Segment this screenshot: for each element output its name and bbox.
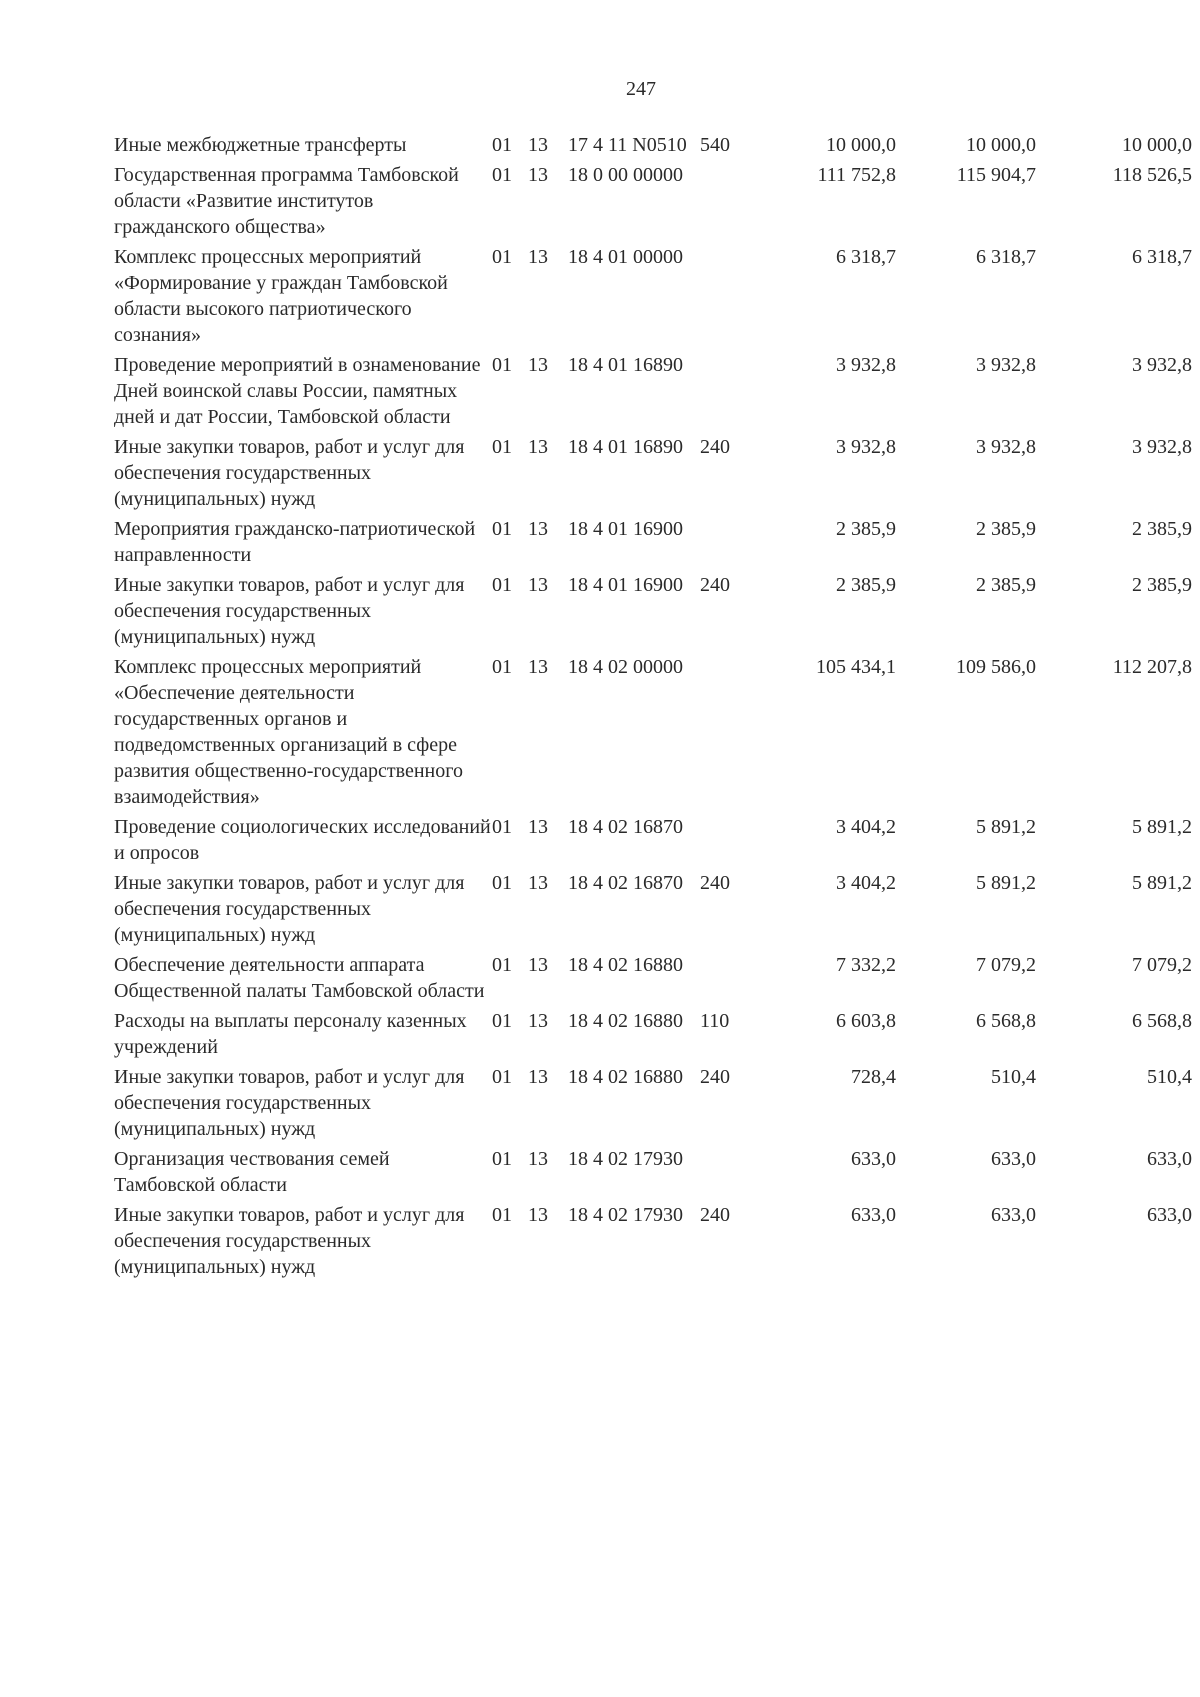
subsection-code-cell: 13 (528, 954, 548, 976)
section-code-cell: 01 (492, 954, 512, 976)
amount-year3-cell: 6 318,7 (1132, 246, 1192, 268)
target-article-cell: 18 4 02 00000 (568, 656, 683, 678)
expense-type-cell (700, 952, 750, 1008)
amount-year2-cell: 6 318,7 (976, 246, 1036, 268)
amount-year3-cell: 118 526,5 (1112, 164, 1192, 186)
amount-year1-cell: 6 318,7 (836, 246, 896, 268)
subsection-code-cell: 13 (528, 872, 548, 894)
amount-year2-cell: 7 079,2 (976, 954, 1036, 976)
table-row (114, 870, 1192, 952)
expense-name-cell: Проведение мероприятий в ознаменование Дней воинской славы России, памятных дней и дат России, Тамбовской области (114, 354, 481, 428)
expense-name-cell: Иные межбюджетные трансферты (114, 134, 407, 156)
table-row (114, 572, 1192, 654)
amount-year3-cell: 10 000,0 (1122, 134, 1192, 156)
amount-year1-cell: 111 752,8 (817, 164, 896, 186)
amount-year1-cell: 3 932,8 (836, 354, 896, 376)
expense-type-cell: 540 (700, 134, 730, 156)
expense-name-cell: Расходы на выплаты персоналу казенных учреждений (114, 1010, 467, 1058)
amount-year3-cell: 112 207,8 (1112, 656, 1192, 678)
amount-year3-cell: 2 385,9 (1132, 574, 1192, 596)
expense-type-cell: 240 (700, 1066, 730, 1088)
subsection-code-cell: 13 (528, 436, 548, 458)
amount-year1-cell: 633,0 (851, 1204, 896, 1226)
amount-year1-cell: 2 385,9 (836, 518, 896, 540)
amount-year1-cell: 6 603,8 (836, 1010, 896, 1032)
amount-year3-cell: 633,0 (1147, 1148, 1192, 1170)
expense-type-cell (700, 516, 750, 572)
expense-type-cell: 240 (700, 1204, 730, 1226)
amount-year2-cell: 115 904,7 (956, 164, 1036, 186)
amount-year3-cell: 3 932,8 (1132, 354, 1192, 376)
table-row (114, 434, 1192, 516)
amount-year2-cell: 6 568,8 (976, 1010, 1036, 1032)
amount-year3-cell: 5 891,2 (1132, 816, 1192, 838)
table-row (114, 1008, 1192, 1064)
amount-year2-cell: 5 891,2 (976, 872, 1036, 894)
expense-name-cell: Комплекс процессных мероприятий «Формирование у граждан Тамбовской области высокого патриотического сознания» (114, 246, 448, 346)
amount-year3-cell: 3 932,8 (1132, 436, 1192, 458)
table-row (114, 1146, 1192, 1202)
subsection-code-cell: 13 (528, 134, 548, 156)
target-article-cell: 18 4 01 16890 (568, 354, 683, 376)
amount-year2-cell: 633,0 (991, 1204, 1036, 1226)
section-code-cell: 01 (492, 354, 512, 376)
section-code-cell: 01 (492, 246, 512, 268)
target-article-cell: 18 0 00 00000 (568, 164, 683, 186)
expense-name-cell: Иные закупки товаров, работ и услуг для обеспечения государственных (муниципальных) нужд (114, 436, 465, 510)
expense-name-cell: Организация чествования семей Тамбовской области (114, 1148, 390, 1196)
section-code-cell: 01 (492, 1066, 512, 1088)
expense-name-cell: Мероприятия гражданско-патриотической направленности (114, 518, 476, 566)
amount-year2-cell: 3 932,8 (976, 354, 1036, 376)
table-row (114, 814, 1192, 870)
expense-name-cell: Комплекс процессных мероприятий «Обеспечение деятельности государственных органов и подведомственных организаций в сфере развития общественно-государственного взаимодействия» (114, 656, 463, 808)
budget-table (114, 132, 1192, 1284)
amount-year2-cell: 10 000,0 (966, 134, 1036, 156)
expense-name-cell: Иные закупки товаров, работ и услуг для обеспечения государственных (муниципальных) нужд (114, 872, 465, 946)
subsection-code-cell: 13 (528, 354, 548, 376)
expense-type-cell (700, 244, 750, 352)
expense-type-cell (700, 352, 750, 434)
amount-year1-cell: 105 434,1 (816, 656, 896, 678)
section-code-cell: 01 (492, 1148, 512, 1170)
subsection-code-cell: 13 (528, 1010, 548, 1032)
expense-name-cell: Обеспечение деятельности аппарата Общественной палаты Тамбовской области (114, 954, 485, 1002)
amount-year1-cell: 10 000,0 (826, 134, 896, 156)
subsection-code-cell: 13 (528, 816, 548, 838)
expense-name-cell: Иные закупки товаров, работ и услуг для обеспечения государственных (муниципальных) нужд (114, 1204, 465, 1278)
amount-year2-cell: 3 932,8 (976, 436, 1036, 458)
amount-year1-cell: 3 404,2 (836, 816, 896, 838)
table-body (114, 132, 1192, 1284)
section-code-cell: 01 (492, 436, 512, 458)
target-article-cell: 18 4 02 16870 (568, 816, 683, 838)
expense-name-cell: Государственная программа Тамбовской области «Развитие институтов гражданского общества» (114, 164, 459, 238)
expense-type-cell: 240 (700, 436, 730, 458)
section-code-cell: 01 (492, 1204, 512, 1226)
table-row (114, 654, 1192, 814)
amount-year1-cell: 728,4 (851, 1066, 896, 1088)
expense-type-cell (700, 1146, 750, 1202)
amount-year2-cell: 2 385,9 (976, 574, 1036, 596)
target-article-cell: 18 4 02 16880 (568, 1066, 683, 1088)
amount-year2-cell: 510,4 (991, 1066, 1036, 1088)
target-article-cell: 18 4 02 16870 (568, 872, 683, 894)
amount-year2-cell: 5 891,2 (976, 816, 1036, 838)
amount-year1-cell: 2 385,9 (836, 574, 896, 596)
expense-type-cell (700, 162, 750, 244)
target-article-cell: 18 4 02 17930 (568, 1204, 683, 1226)
section-code-cell: 01 (492, 518, 512, 540)
subsection-code-cell: 13 (528, 518, 548, 540)
amount-year3-cell: 633,0 (1147, 1204, 1192, 1226)
subsection-code-cell: 13 (528, 1066, 548, 1088)
target-article-cell: 18 4 02 16880 (568, 954, 683, 976)
section-code-cell: 01 (492, 656, 512, 678)
amount-year3-cell: 6 568,8 (1132, 1010, 1192, 1032)
section-code-cell: 01 (492, 872, 512, 894)
section-code-cell: 01 (492, 574, 512, 596)
subsection-code-cell: 13 (528, 164, 548, 186)
table-row (114, 162, 1192, 244)
amount-year1-cell: 7 332,2 (836, 954, 896, 976)
page-number: 247 (626, 78, 656, 100)
amount-year1-cell: 3 404,2 (836, 872, 896, 894)
table-row (114, 516, 1192, 572)
subsection-code-cell: 13 (528, 246, 548, 268)
target-article-cell: 18 4 01 00000 (568, 246, 683, 268)
amount-year3-cell: 5 891,2 (1132, 872, 1192, 894)
expense-type-cell: 240 (700, 872, 730, 894)
amount-year3-cell: 2 385,9 (1132, 518, 1192, 540)
target-article-cell: 18 4 01 16890 (568, 436, 683, 458)
amount-year1-cell: 633,0 (851, 1148, 896, 1170)
target-article-cell: 17 4 11 N0510 (568, 134, 687, 156)
section-code-cell: 01 (492, 816, 512, 838)
section-code-cell: 01 (492, 1010, 512, 1032)
table-row (114, 244, 1192, 352)
expense-name-cell: Иные закупки товаров, работ и услуг для обеспечения государственных (муниципальных) нужд (114, 574, 465, 648)
table-row (114, 132, 1192, 162)
expense-type-cell: 240 (700, 574, 730, 596)
subsection-code-cell: 13 (528, 1148, 548, 1170)
amount-year2-cell: 109 586,0 (956, 656, 1036, 678)
expense-type-cell: 110 (700, 1010, 730, 1032)
target-article-cell: 18 4 01 16900 (568, 518, 683, 540)
table-row (114, 1064, 1192, 1146)
section-code-cell: 01 (492, 164, 512, 186)
amount-year1-cell: 3 932,8 (836, 436, 896, 458)
target-article-cell: 18 4 01 16900 (568, 574, 683, 596)
section-code-cell: 01 (492, 134, 512, 156)
expense-name-cell: Иные закупки товаров, работ и услуг для обеспечения государственных (муниципальных) нужд (114, 1066, 465, 1140)
amount-year2-cell: 2 385,9 (976, 518, 1036, 540)
subsection-code-cell: 13 (528, 656, 548, 678)
amount-year2-cell: 633,0 (991, 1148, 1036, 1170)
expense-name-cell: Проведение социологических исследований и опросов (114, 816, 491, 864)
expense-type-cell (700, 654, 750, 814)
target-article-cell: 18 4 02 16880 (568, 1010, 683, 1032)
expense-type-cell (700, 814, 750, 870)
table-row (114, 352, 1192, 434)
subsection-code-cell: 13 (528, 574, 548, 596)
amount-year3-cell: 510,4 (1147, 1066, 1192, 1088)
target-article-cell: 18 4 02 17930 (568, 1148, 683, 1170)
amount-year3-cell: 7 079,2 (1132, 954, 1192, 976)
table-row (114, 952, 1192, 1008)
subsection-code-cell: 13 (528, 1204, 548, 1226)
table-row (114, 1202, 1192, 1284)
